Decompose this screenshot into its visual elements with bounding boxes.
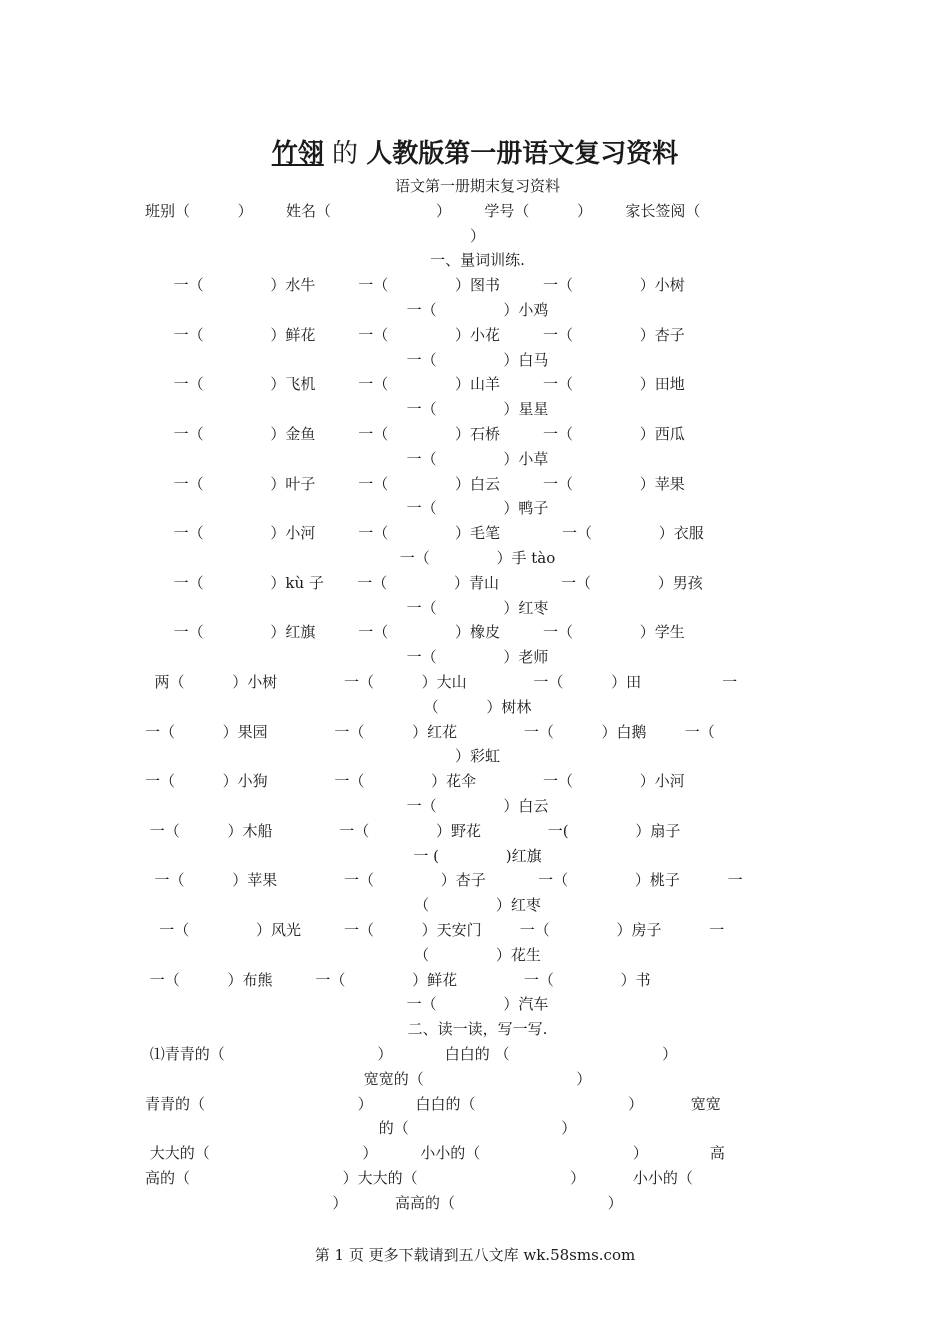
worksheet-line: 一（ ）风光 一（ ）天安门 一（ ）房子 一 — [145, 921, 725, 939]
worksheet-line: 一（ ）kù 子 一（ ）青山 一（ ）男孩 — [145, 573, 703, 592]
worksheet-line: 一（ ）果园 一（ ）红花 一（ ）白鹅 一（ — [145, 722, 715, 741]
worksheet-line: 一（ ）小狗 一（ ）花伞 一（ ）小河 — [145, 772, 685, 791]
worksheet-line: 一（ ）老师 — [406, 648, 549, 667]
worksheet-line: 一（ ）叶子 一（ ）白云 一（ ）苹果 — [145, 474, 685, 493]
worksheet-line: 一（ ）汽车 — [406, 995, 549, 1014]
worksheet-line: 大大的（ ） 小小的（ ） 高 — [145, 1144, 725, 1163]
worksheet-line: （ ）花生 — [414, 945, 541, 964]
worksheet-line: ） — [469, 226, 485, 245]
worksheet-line: 青青的（ ） 白白的（ ） 宽宽 — [145, 1094, 721, 1113]
worksheet-line: 两（ ）小树 一（ ）大山 一（ ）田 一 — [145, 673, 738, 691]
document-title — [0, 133, 950, 170]
title-main: 人教版第一册语文复习资料 — [366, 139, 679, 169]
worksheet-line: 一（ ）苹果 一（ ）杏子 一（ ）桃子 一 — [145, 871, 743, 890]
page-footer: 第 1 页 更多下载请到五八文库 wk.58sms.com — [314, 1246, 636, 1264]
worksheet-line: 一（ ）布熊 一（ ）鲜花 一（ ）书 — [145, 970, 651, 989]
worksheet-line: （ ）树林 — [423, 697, 532, 716]
worksheet-line: 二、读一读，写一写. — [407, 1020, 548, 1039]
worksheet-line: 一（ ）木船 一（ ）野花 一( ）扇子 — [145, 821, 681, 840]
worksheet-line: 一、量词训练. — [430, 251, 525, 270]
worksheet-line: 一（ ）鲜花 一（ ）小花 一（ ）杏子 — [145, 325, 685, 344]
worksheet-line: 一（ ）红枣 — [406, 598, 549, 617]
worksheet-line: 一（ ）金鱼 一（ ）石桥 一（ ）西瓜 — [145, 425, 685, 443]
worksheet-line: 一（ ）小鸡 — [406, 301, 549, 319]
worksheet-line: 一 ( )红旗 — [413, 846, 542, 865]
worksheet-line: 高的（ ）大大的（ ） 小小的（ — [145, 1169, 693, 1187]
worksheet-line: 一（ ）小河 一（ ）毛笔 一（ ）衣服 — [145, 524, 704, 543]
worksheet-line: 一（ ）白马 — [406, 350, 549, 369]
worksheet-line: ） 高高的（ ） — [332, 1193, 623, 1212]
worksheet-line: 一（ ）飞机 一（ ）山羊 一（ ）田地 — [145, 375, 685, 394]
worksheet-line: 语文第一册期末复习资料 — [394, 177, 560, 195]
worksheet-line: 一（ ）红旗 一（ ）橡皮 一（ ）学生 — [145, 623, 685, 642]
worksheet-line: ）彩虹 — [454, 747, 500, 766]
worksheet-line: ⑴青青的（ ） 白白的 （ ） — [145, 1045, 678, 1063]
worksheet-line: 一（ ）小草 — [406, 449, 549, 468]
worksheet-line: 一（ ）手 tào — [399, 549, 556, 567]
worksheet-line: 班别（ ） 姓名（ ） 学号（ ） 家长签阅（ — [145, 201, 701, 220]
worksheet-line: 一（ ）鸭子 — [406, 499, 549, 518]
worksheet-line: 一（ ）白云 — [406, 797, 549, 815]
author-name: 竹翎 — [271, 139, 324, 169]
title-connector: 的 — [323, 139, 367, 169]
worksheet-line: 一（ ）水牛 一（ ）图书 一（ ）小树 — [145, 276, 685, 295]
worksheet-line: 一（ ）星星 — [406, 400, 549, 419]
worksheet-line: 的（ ） — [378, 1119, 577, 1138]
worksheet-line: 宽宽的（ ） — [363, 1069, 592, 1088]
worksheet-line: （ ）红枣 — [414, 896, 541, 915]
